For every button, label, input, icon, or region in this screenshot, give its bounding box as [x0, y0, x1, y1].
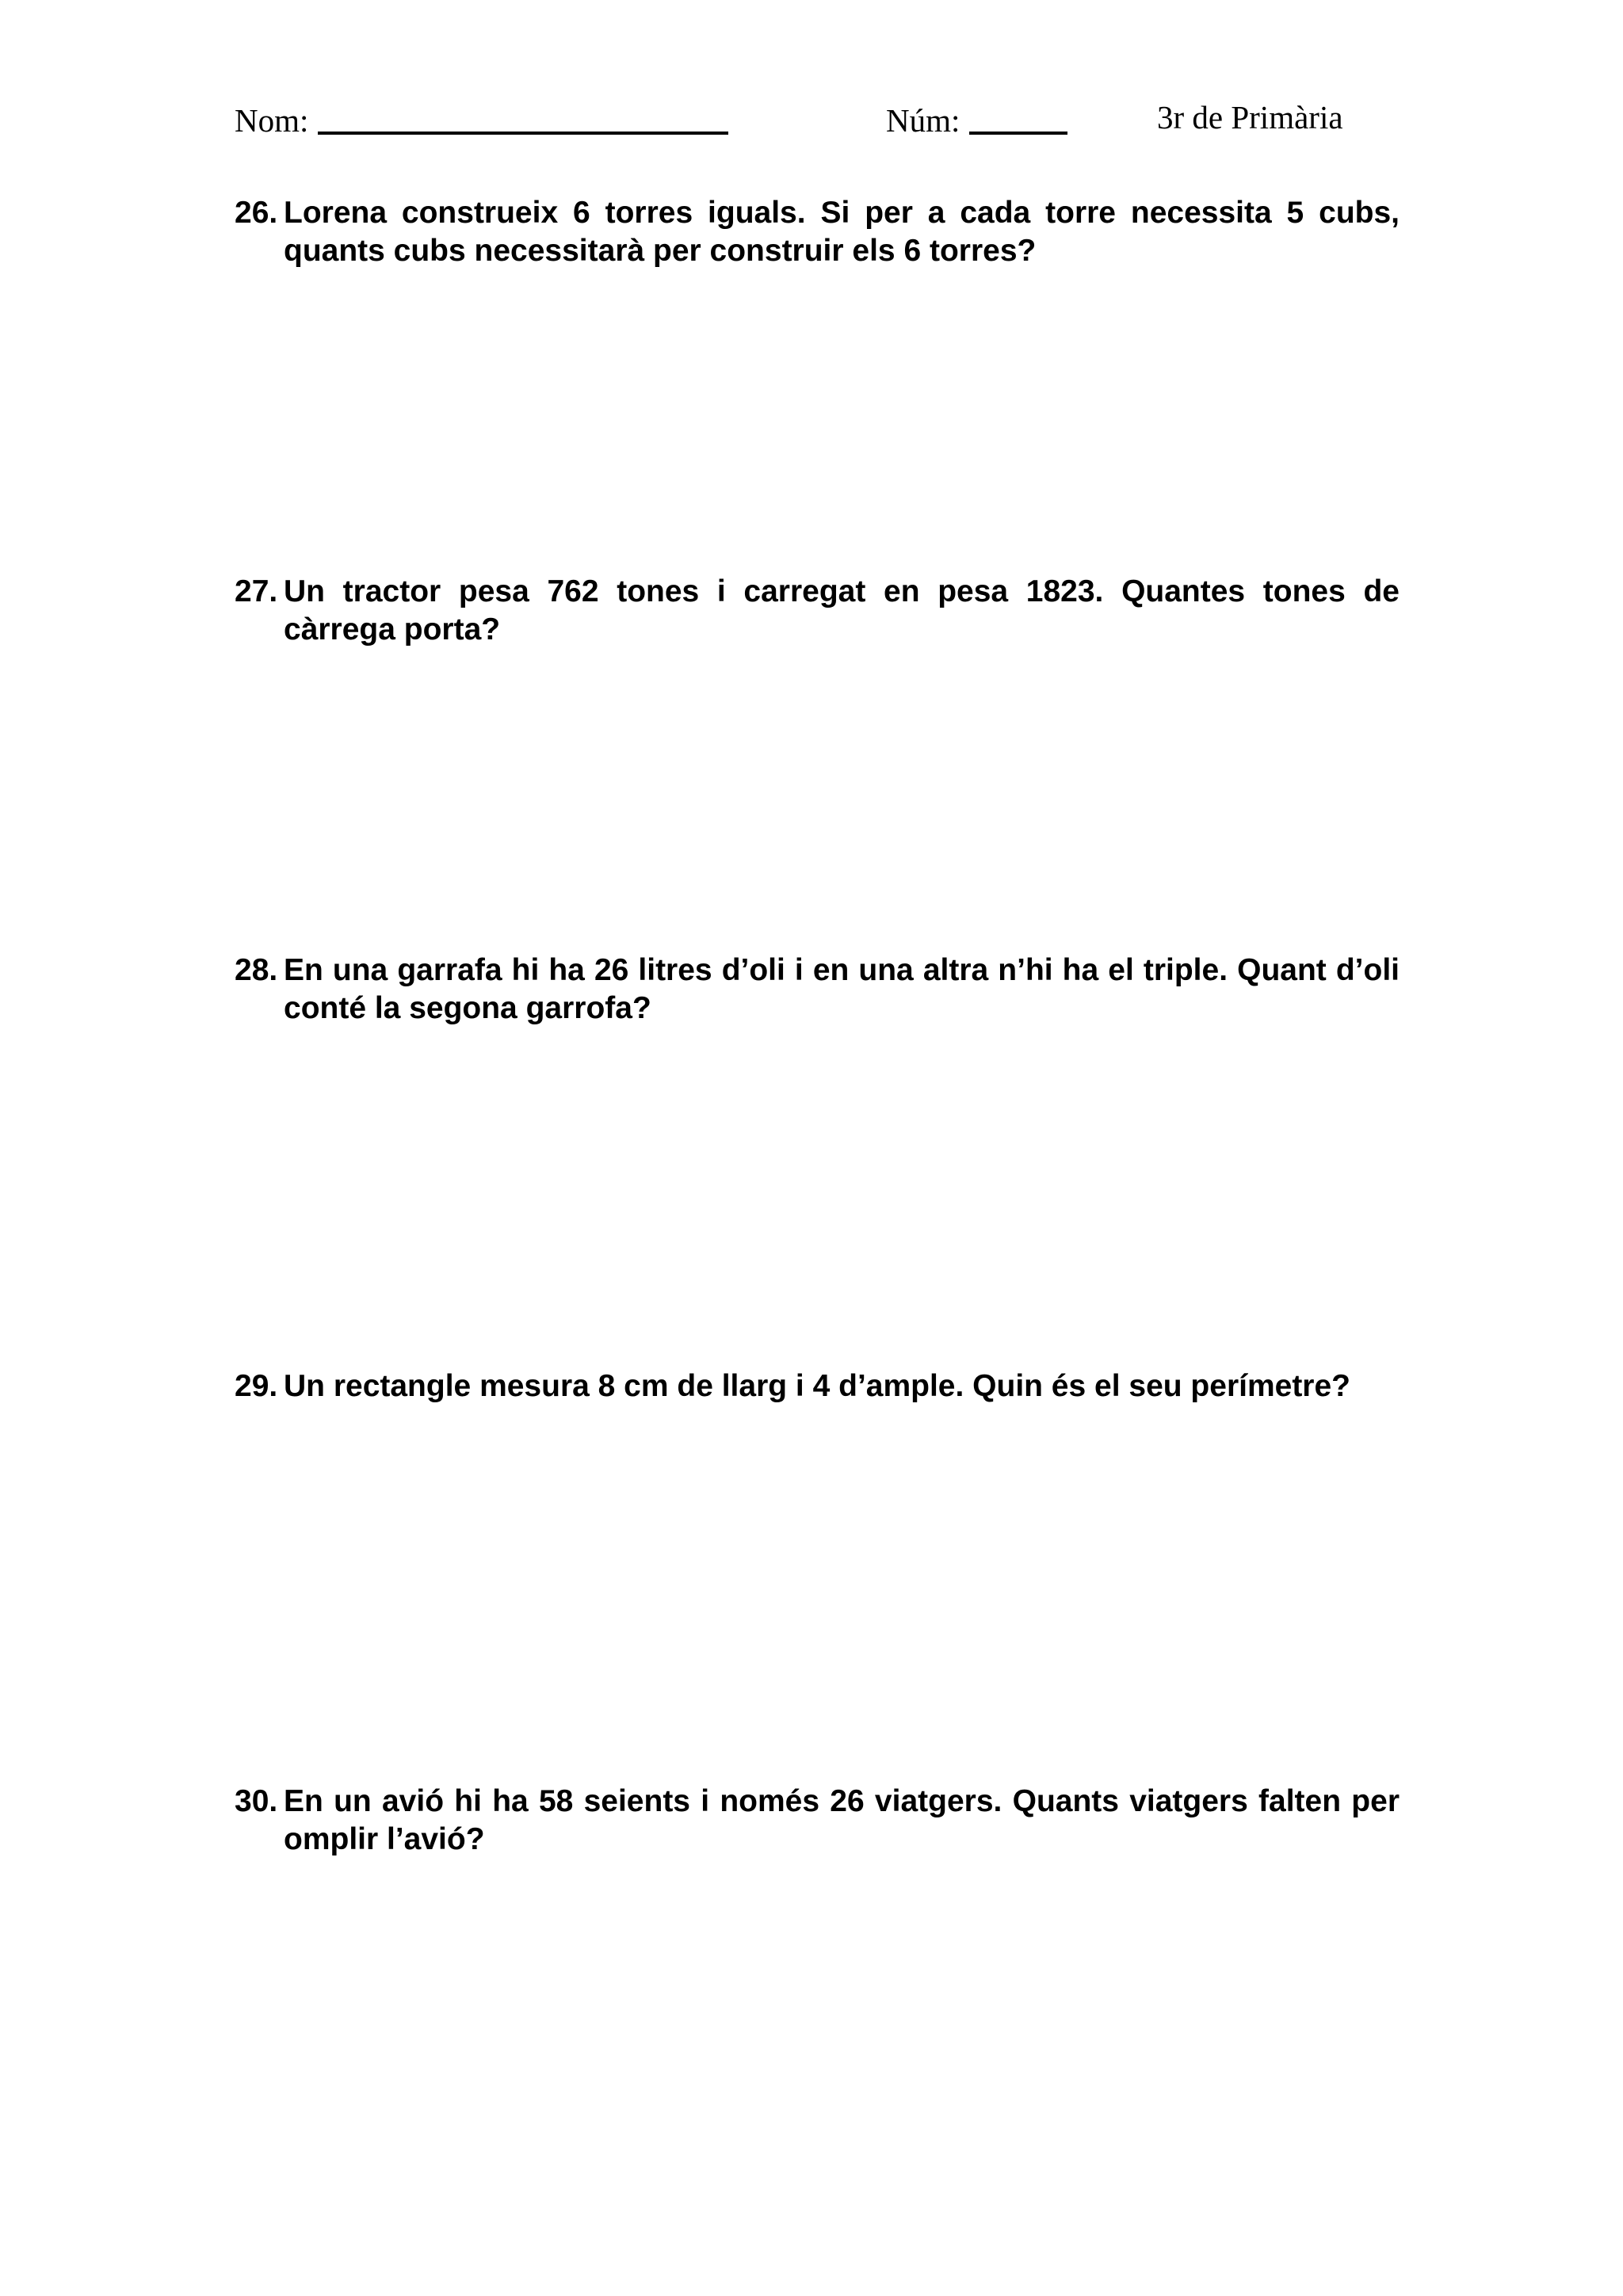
question-number: 27.: [235, 574, 278, 608]
question-26: [235, 194, 1400, 270]
question-text: Un tractor pesa 762 tones i carregat en pesa 1823. Quantes tones de càrrega porta?: [284, 574, 1400, 646]
grade-label: 3r de Primària: [1157, 99, 1343, 135]
question-28: [235, 952, 1400, 1028]
worksheet-header: [235, 93, 1360, 141]
question-number: 26.: [235, 196, 278, 230]
question-text: En una garrafa hi ha 26 litres d’oli i en una altra n’hi ha el triple. Quant d’oli conté la segona garrofa?: [284, 953, 1400, 1025]
number-field: [886, 93, 1067, 144]
question-27: [235, 573, 1400, 649]
question-number: 29.: [235, 1369, 278, 1403]
name-blank-line: [318, 97, 728, 135]
name-field: [235, 93, 728, 144]
question-29: [235, 1367, 1400, 1405]
name-label: Nom:: [235, 102, 309, 139]
number-label: Núm:: [886, 102, 960, 139]
question-text: Lorena construeix 6 torres iguals. Si per a cada torre necessita 5 cubs, quants cubs necessitarà per construir els 6 torres?: [284, 196, 1400, 268]
number-blank-line: [969, 97, 1067, 135]
question-number: 30.: [235, 1784, 278, 1818]
question-text: Un rectangle mesura 8 cm de llarg i 4 d’ample. Quin és el seu perímetre?: [284, 1369, 1350, 1403]
question-30: [235, 1783, 1400, 1859]
question-text: En un avió hi ha 58 seients i només 26 viatgers. Quants viatgers falten per omplir l’avió?: [284, 1784, 1400, 1856]
question-number: 28.: [235, 953, 278, 987]
